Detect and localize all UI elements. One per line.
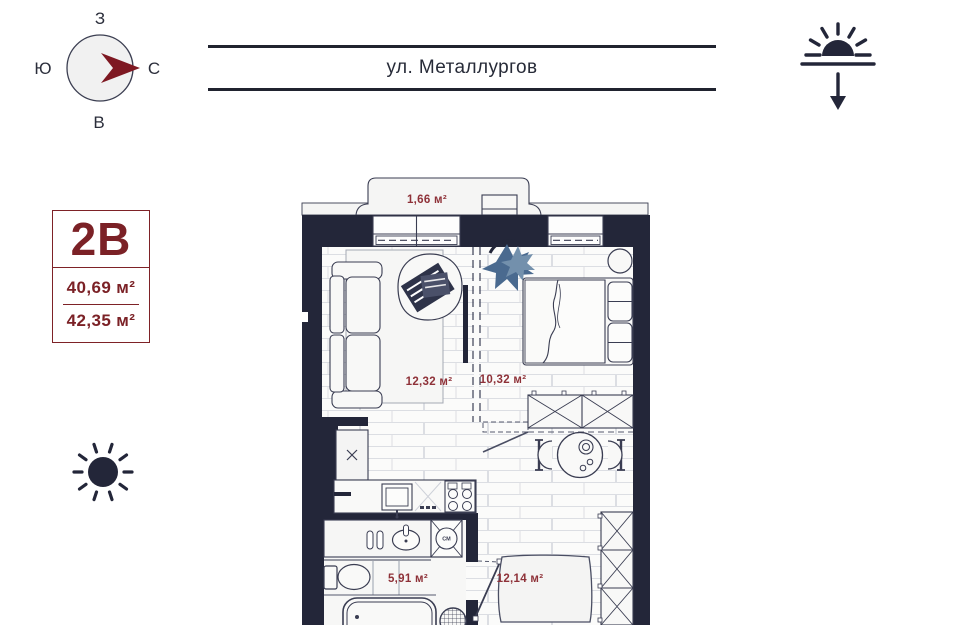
ledge-right: [529, 203, 648, 215]
arrow-head: [830, 96, 846, 110]
bedroom-area-label: 10,32 м²: [479, 374, 527, 386]
window-bedroom: [548, 216, 603, 246]
bedroom-wardrobe: [528, 391, 633, 432]
hall-wardrobe: [598, 512, 633, 625]
compass-east-label: В: [93, 113, 105, 132]
pouf: [608, 249, 632, 273]
unit-area-main: 40,69 м²: [66, 278, 136, 297]
compass-rose: [28, 2, 188, 137]
living-room-area-label: 12,32 м²: [405, 376, 453, 388]
unit-area-total: 42,35 м²: [66, 311, 136, 330]
bed: [523, 278, 633, 365]
stove: [445, 481, 475, 512]
street-sign: [208, 45, 716, 91]
tv: [463, 285, 468, 363]
hall-rug: [498, 555, 591, 622]
sofa: [330, 262, 382, 408]
vanity: [324, 520, 431, 557]
unit-number: 2В: [53, 211, 149, 268]
hallway-area-label: 12,14 м²: [496, 573, 544, 585]
sun-half: [822, 40, 854, 56]
area-divider: [63, 304, 139, 305]
floor-plan: [296, 170, 666, 625]
washer-label: СМ: [442, 536, 451, 543]
unit-card: [52, 210, 150, 343]
sunset-direction-icon: [788, 12, 888, 116]
magazine-table: [398, 254, 462, 320]
window-living: [373, 216, 460, 246]
bathtub: [343, 598, 436, 625]
toilet: [324, 565, 370, 590]
ac-unit: [482, 195, 517, 215]
balcony-area-label: 1,66 м²: [406, 194, 448, 206]
bathroom-area-label: 5,91 м²: [387, 573, 429, 585]
compass-north-label: С: [147, 59, 161, 78]
sun-icon: [68, 438, 138, 508]
balcony: [302, 178, 648, 215]
duct-shaft: [336, 430, 368, 480]
compass-south-label: Ю: [34, 59, 52, 78]
compass-west-label: З: [94, 9, 106, 28]
street-name: ул. Металлургов: [386, 57, 538, 78]
